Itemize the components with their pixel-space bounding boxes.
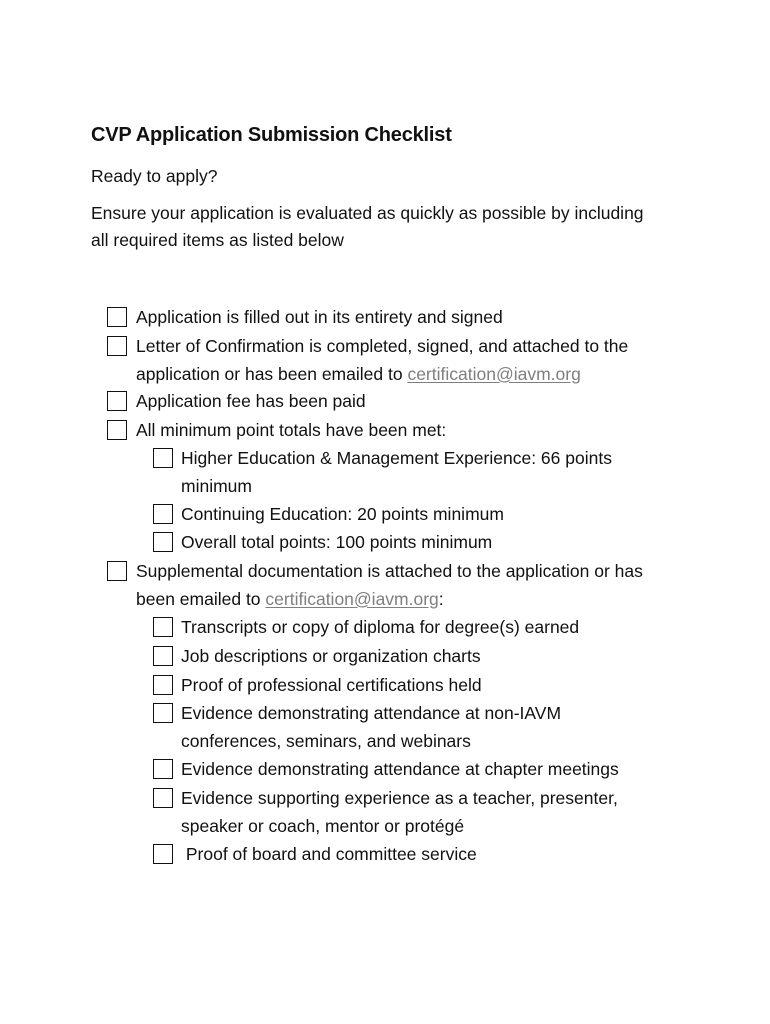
checklist-item-label: Higher Education & Management Experience: 66 points minimum xyxy=(181,448,612,496)
intro-text: Ensure your application is evaluated as quickly as possible by including all required items as listed below xyxy=(91,203,644,250)
checkbox[interactable] xyxy=(153,504,173,524)
checklist-item-label xyxy=(136,558,681,613)
checklist-item-label: Application fee has been paid xyxy=(136,391,366,411)
checklist-item-min-points xyxy=(136,417,696,445)
checklist-item-application-filled xyxy=(136,304,696,332)
checklist-item-label: Continuing Education: 20 points minimum xyxy=(181,504,504,524)
checkbox[interactable] xyxy=(153,675,173,695)
checklist-subitem-continuing-ed xyxy=(181,501,696,529)
checkbox[interactable] xyxy=(153,703,173,723)
checklist-item-label xyxy=(136,333,696,388)
checkbox[interactable] xyxy=(153,844,173,864)
checklist-subitem-board xyxy=(181,841,696,869)
letter-text: Letter of Confirmation is completed, signed, and attached to the application or has been emailed to xyxy=(136,336,629,384)
email-link[interactable]: certification@iavm.org xyxy=(407,363,581,384)
checklist-subitem-higher-ed xyxy=(181,445,671,500)
checklist-item-label: Proof of board and committee service xyxy=(181,844,477,864)
page-title: CVP Application Submission Checklist xyxy=(91,124,452,146)
checkbox[interactable] xyxy=(153,448,173,468)
checklist-subitem-transcripts xyxy=(181,614,696,642)
supplemental-text: Supplemental documentation is attached to the application or has been emailed to xyxy=(136,561,643,609)
checklist-item-label: Evidence demonstrating attendance at non-IAVM conferences, seminars, and webinars xyxy=(181,703,562,751)
checklist-item-label: Job descriptions or organization charts xyxy=(181,646,481,666)
checklist-item-label: Overall total points: 100 points minimum xyxy=(181,532,493,552)
checklist-subitem-certifications xyxy=(181,672,696,700)
checkbox[interactable] xyxy=(153,646,173,666)
checklist-item-label: Evidence supporting experience as a teacher, presenter, speaker or coach, mentor or protégé xyxy=(181,788,618,836)
checkbox[interactable] xyxy=(107,420,127,440)
email-link[interactable]: certification@iavm.org xyxy=(265,588,439,609)
supplemental-suffix: : xyxy=(438,588,444,609)
checklist-subitem-conferences xyxy=(181,700,631,755)
checkbox[interactable] xyxy=(107,391,127,411)
checklist-item-letter-of-confirmation xyxy=(136,333,696,388)
checklist-item-fee-paid xyxy=(136,388,696,416)
checklist-item-label: Proof of professional certifications held xyxy=(181,675,482,695)
checkbox[interactable] xyxy=(153,617,173,637)
checklist-subitem-teacher xyxy=(181,785,681,840)
checklist-item-label: Application is filled out in its entirety and signed xyxy=(136,307,503,327)
checkbox[interactable] xyxy=(153,788,173,808)
checklist-item-label: Evidence demonstrating attendance at chapter meetings xyxy=(181,759,619,779)
checklist-item-label: Transcripts or copy of diploma for degree(s) earned xyxy=(181,617,580,637)
checklist-subitem-chapter-meetings xyxy=(181,756,696,784)
checklist-item-supplemental xyxy=(136,558,681,613)
checkbox[interactable] xyxy=(107,307,127,327)
checklist-subitem-overall xyxy=(181,529,696,557)
checklist-item-label: All minimum point totals have been met: xyxy=(136,420,447,440)
checkbox[interactable] xyxy=(153,532,173,552)
checkbox[interactable] xyxy=(107,336,127,356)
checklist-subitem-job-descriptions xyxy=(181,643,696,671)
checkbox[interactable] xyxy=(107,561,127,581)
checkbox[interactable] xyxy=(153,759,173,779)
ready-text: Ready to apply? xyxy=(91,166,218,186)
